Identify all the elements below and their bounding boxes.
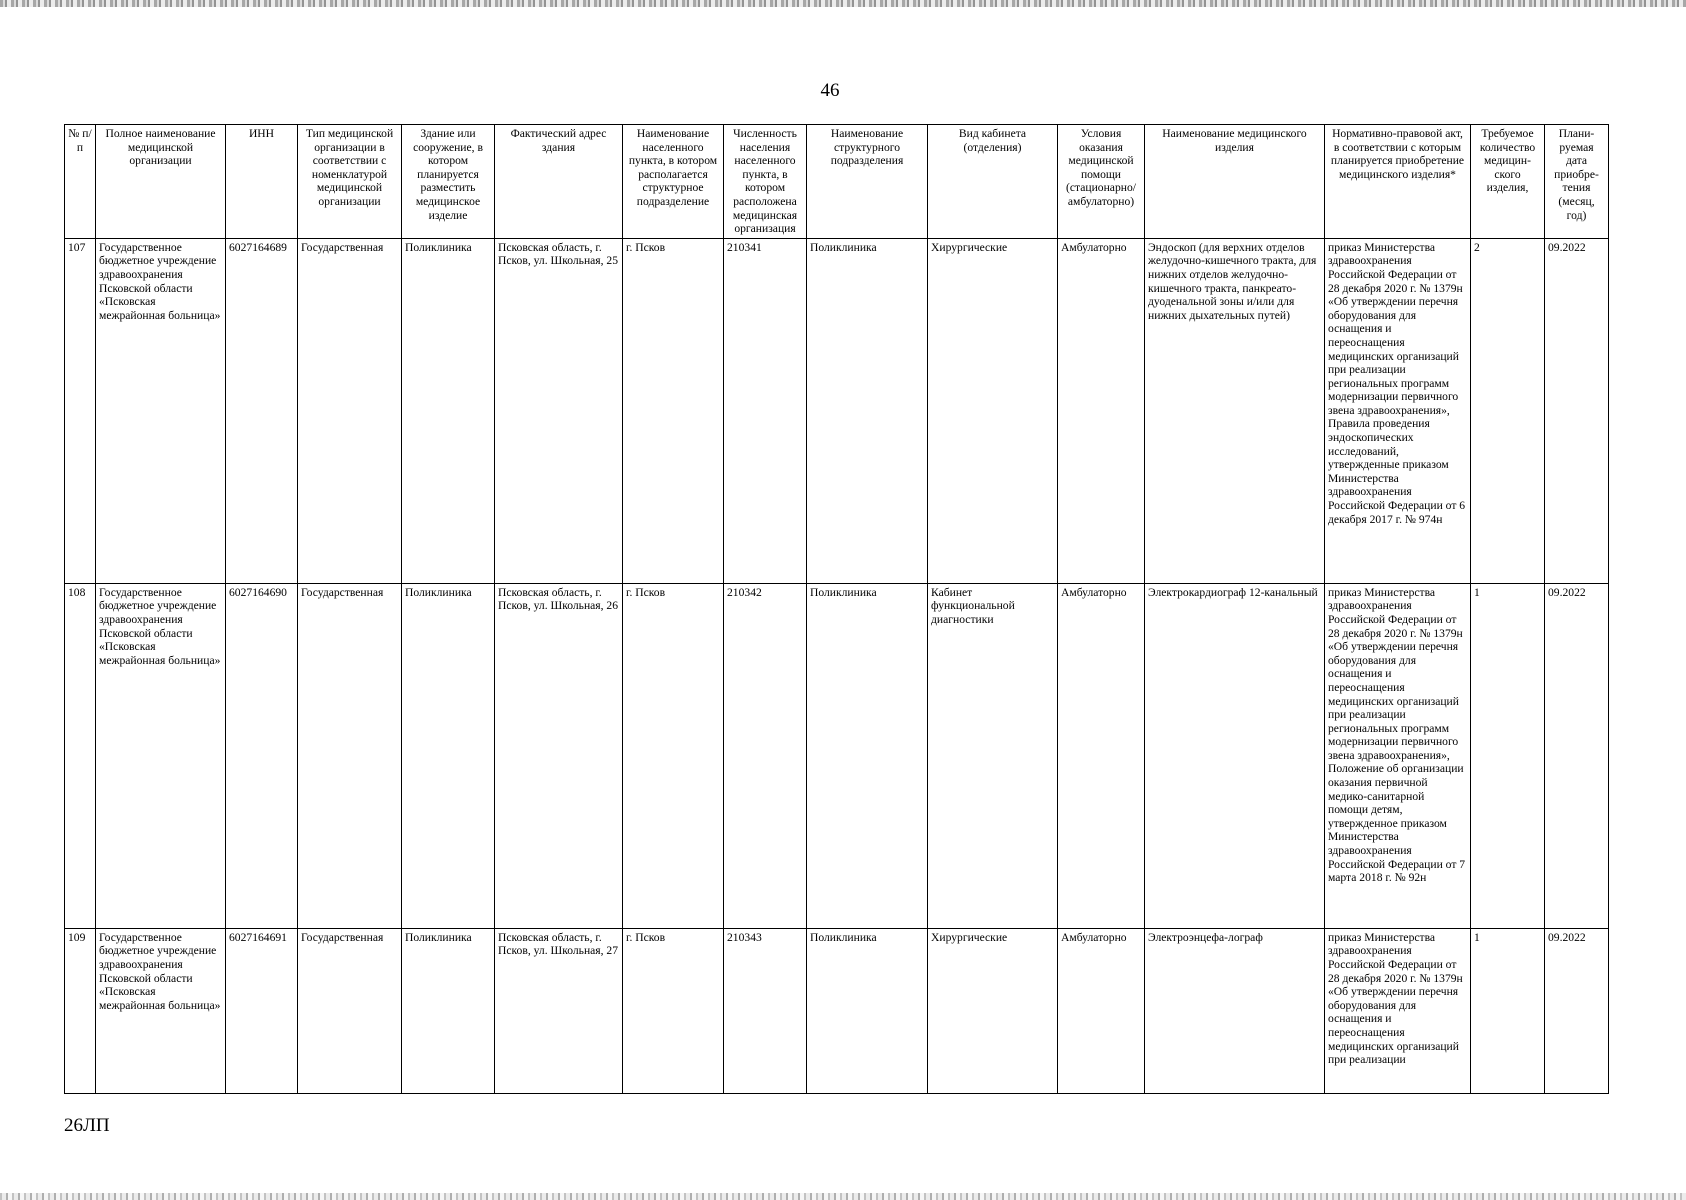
cell-date: 09.2022 xyxy=(1545,928,1609,1093)
cell-act: приказ Министерства здравоохранения Российской Федерации от 28 декабря 2020 г. № 1379н «Об утверждении перечня оборудования для оснащения и переоснащения медицинских организаций при реализации региональных программ модернизации первичного звена здравоохранения», Положение об организации оказания первичной медико-санитарной помощи детям, утвержденное приказом Министерства здравоохранения Российской Федерации от 7 марта 2018 г. № 92н xyxy=(1325,583,1471,928)
scan-edge-top xyxy=(0,0,1686,7)
cell-locality: г. Псков xyxy=(623,583,724,928)
cell-qty: 2 xyxy=(1471,238,1545,583)
cell-building: Поликлиника xyxy=(402,928,495,1093)
header-conditions: Условия оказания медицинской помощи (стационарно/ амбулаторно) xyxy=(1058,125,1145,239)
cell-inn: 6027164691 xyxy=(226,928,298,1093)
footer-code: 26ЛП xyxy=(64,1115,110,1136)
header-building: Здание или сооружение, в котором планируется разместить медицинское изделие xyxy=(402,125,495,239)
cell-device: Электрокардиограф 12-канальный xyxy=(1145,583,1325,928)
header-address: Фактический адрес здания xyxy=(495,125,623,239)
header-date: Плани-руемая дата приобре-тения (месяц, год) xyxy=(1545,125,1609,239)
cell-type: Государственная xyxy=(298,583,402,928)
cell-cabinet: Кабинет функциональной диагностики xyxy=(928,583,1058,928)
cell-address: Псковская область, г. Псков, ул. Школьная, 26 xyxy=(495,583,623,928)
table-row xyxy=(65,238,1609,583)
cell-locality: г. Псков xyxy=(623,928,724,1093)
equipment-table xyxy=(64,124,1609,1094)
cell-type: Государственная xyxy=(298,238,402,583)
cell-population: 210341 xyxy=(724,238,807,583)
cell-act: приказ Министерства здравоохранения Российской Федерации от 28 декабря 2020 г. № 1379н «Об утверждении перечня оборудования для оснащения и переоснащения медицинских организаций при реализации региональных программ модернизации первичного звена здравоохранения», Правила проведения эндоскопических исследований, утвержденные приказом Министерства здравоохранения Российской Федерации от 6 декабря 2017 г. № 974н xyxy=(1325,238,1471,583)
cell-org: Государственное бюджетное учреждение здравоохранения Псковской области «Псковская межрайонная больница» xyxy=(96,583,226,928)
header-cabinet: Вид кабинета (отделения) xyxy=(928,125,1058,239)
cell-date: 09.2022 xyxy=(1545,583,1609,928)
table-row xyxy=(65,928,1609,1093)
cell-cabinet: Хирургические xyxy=(928,238,1058,583)
header-device: Наименование медицинского изделия xyxy=(1145,125,1325,239)
cell-num: 108 xyxy=(65,583,96,928)
cell-cabinet: Хирургические xyxy=(928,928,1058,1093)
cell-inn: 6027164690 xyxy=(226,583,298,928)
header-population: Численность населения населенного пункта, в котором расположена медицинская организация xyxy=(724,125,807,239)
header-org: Полное наименование медицинской организации xyxy=(96,125,226,239)
header-num: № п/п xyxy=(65,125,96,239)
cell-population: 210342 xyxy=(724,583,807,928)
table-row xyxy=(65,583,1609,928)
cell-num: 107 xyxy=(65,238,96,583)
header-act: Нормативно-правовой акт, в соответствии с которым планируется приобретение медицинского изделия* xyxy=(1325,125,1471,239)
cell-address: Псковская область, г. Псков, ул. Школьная, 25 xyxy=(495,238,623,583)
cell-org: Государственное бюджетное учреждение здравоохранения Псковской области «Псковская межрайонная больница» xyxy=(96,928,226,1093)
cell-building: Поликлиника xyxy=(402,238,495,583)
scan-edge-bottom xyxy=(0,1193,1686,1200)
header-locality: Наименование населенного пункта, в котором располагается структурное подразделение xyxy=(623,125,724,239)
cell-type: Государственная xyxy=(298,928,402,1093)
header-division: Наименование структурного подразделения xyxy=(807,125,928,239)
cell-conditions: Амбулаторно xyxy=(1058,928,1145,1093)
cell-locality: г. Псков xyxy=(623,238,724,583)
cell-building: Поликлиника xyxy=(402,583,495,928)
cell-org: Государственное бюджетное учреждение здравоохранения Псковской области «Псковская межрайонная больница» xyxy=(96,238,226,583)
cell-division: Поликлиника xyxy=(807,928,928,1093)
header-qty: Требуемое количество медицин-ского изделия, xyxy=(1471,125,1545,239)
page-number: 46 xyxy=(820,80,840,101)
header-row xyxy=(65,125,1609,239)
cell-inn: 6027164689 xyxy=(226,238,298,583)
header-inn: ИНН xyxy=(226,125,298,239)
cell-qty: 1 xyxy=(1471,583,1545,928)
header-type: Тип медицинской организации в соответствии с номенклатурой медицинской организации xyxy=(298,125,402,239)
cell-act: приказ Министерства здравоохранения Российской Федерации от 28 декабря 2020 г. № 1379н «Об утверждении перечня оборудования для оснащения и переоснащения медицинских организаций при реализации xyxy=(1325,928,1471,1093)
cell-address: Псковская область, г. Псков, ул. Школьная, 27 xyxy=(495,928,623,1093)
cell-date: 09.2022 xyxy=(1545,238,1609,583)
cell-device: Эндоскоп (для верхних отделов желудочно-кишечного тракта, для нижних отделов желудочно-кишечного тракта, панкреато-дуоденальной зоны и/или для нижних дыхательных путей) xyxy=(1145,238,1325,583)
cell-population: 210343 xyxy=(724,928,807,1093)
cell-conditions: Амбулаторно xyxy=(1058,583,1145,928)
cell-device: Электроэнцефа-лограф xyxy=(1145,928,1325,1093)
cell-num: 109 xyxy=(65,928,96,1093)
cell-conditions: Амбулаторно xyxy=(1058,238,1145,583)
cell-division: Поликлиника xyxy=(807,238,928,583)
cell-qty: 1 xyxy=(1471,928,1545,1093)
cell-division: Поликлиника xyxy=(807,583,928,928)
